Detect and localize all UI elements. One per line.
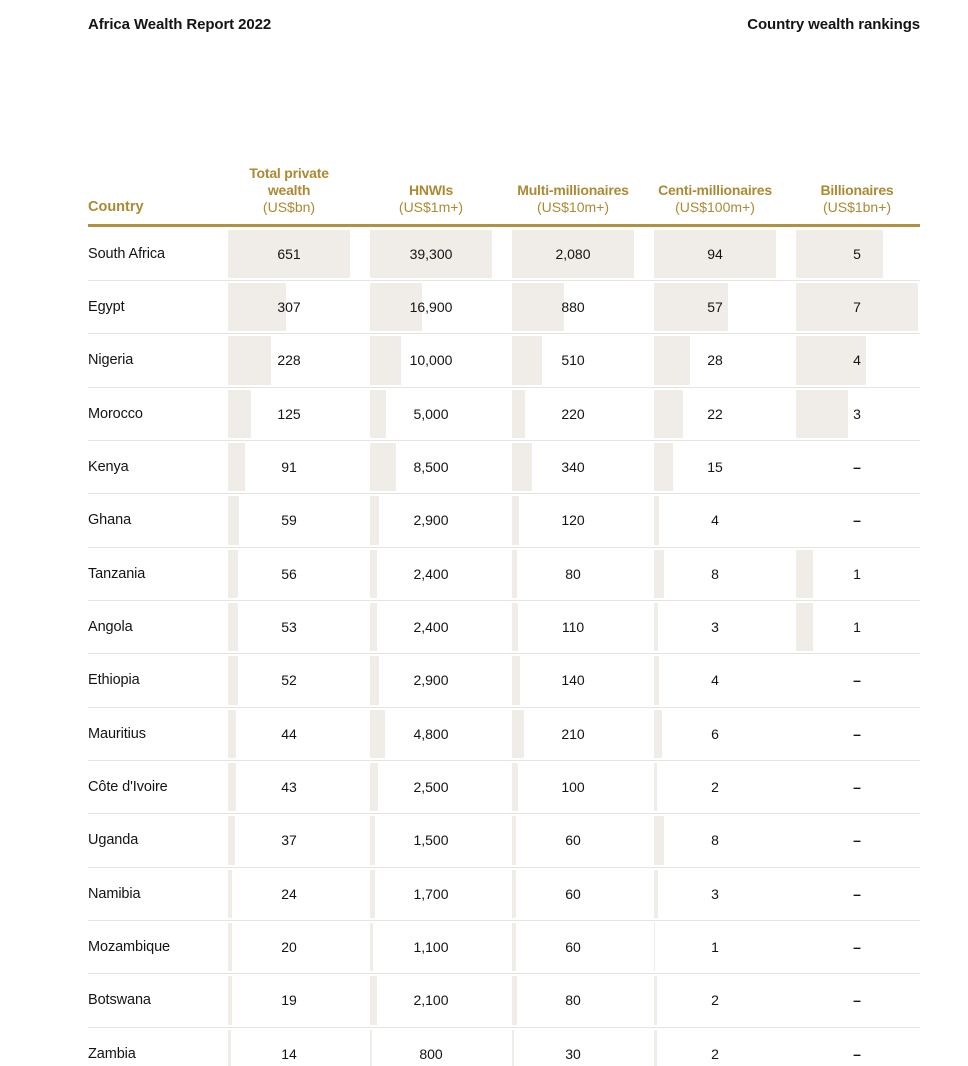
value-text: 120 [561, 512, 585, 529]
value-cell [512, 974, 634, 1026]
value-text: 30 [565, 1045, 581, 1062]
value-cell [796, 761, 918, 813]
value-text: 7 [853, 299, 861, 316]
value-text: 2 [711, 1045, 719, 1062]
value-cell [654, 921, 776, 973]
value-text: 44 [281, 725, 297, 742]
value-cell [796, 441, 918, 493]
value-cell [228, 388, 350, 440]
value-text: 60 [565, 939, 581, 956]
value-text: – [853, 459, 861, 476]
value-cell [796, 388, 918, 440]
value-cell [370, 654, 492, 706]
value-cell [370, 494, 492, 546]
country-cell: Ghana [88, 512, 132, 529]
value-cell [228, 548, 350, 600]
value-cell [370, 548, 492, 600]
value-text: 1 [853, 619, 861, 636]
value-text: 8,500 [413, 459, 449, 476]
value-text: 91 [281, 459, 297, 476]
value-text: 59 [281, 512, 297, 529]
country-cell: Ethiopia [88, 672, 140, 689]
value-text: 2 [711, 992, 719, 1009]
column-header-unit: (US$10m+) [537, 199, 609, 215]
value-cell [370, 334, 492, 386]
value-cell [228, 974, 350, 1026]
value-text: – [853, 1045, 861, 1062]
value-cell [796, 1028, 918, 1066]
value-text: 39,300 [409, 245, 453, 262]
value-cell [228, 228, 350, 280]
table-row [88, 388, 920, 441]
value-cell [512, 708, 634, 760]
value-cell [654, 281, 776, 333]
page-section-title: Country wealth rankings [747, 16, 920, 33]
table-row [88, 761, 920, 814]
value-cell [228, 494, 350, 546]
header-rule [88, 224, 920, 227]
value-cell [512, 761, 634, 813]
value-text: 2,400 [413, 565, 449, 582]
value-text: 37 [281, 832, 297, 849]
value-text: 28 [707, 352, 723, 369]
value-text: 4 [711, 672, 719, 689]
value-text: – [853, 832, 861, 849]
table-row [88, 494, 920, 547]
value-cell [512, 814, 634, 866]
value-cell [370, 281, 492, 333]
value-cell [796, 228, 918, 280]
column-header-multi-millionaires [512, 182, 634, 216]
value-cell [654, 974, 776, 1026]
country-cell: Namibia [88, 885, 141, 902]
value-text: – [853, 992, 861, 1009]
table-row [88, 654, 920, 707]
value-text: 8 [711, 565, 719, 582]
value-cell [654, 601, 776, 653]
value-text: 19 [281, 992, 297, 1009]
column-header-label: Multi-millionaires [517, 182, 629, 198]
value-text: 307 [277, 299, 301, 316]
value-cell [512, 601, 634, 653]
value-text: 110 [561, 619, 585, 636]
value-text: 1,700 [413, 885, 449, 902]
value-text: 3 [711, 619, 719, 636]
value-text: – [853, 779, 861, 796]
value-text: 228 [277, 352, 301, 369]
value-text: – [853, 512, 861, 529]
value-cell [654, 388, 776, 440]
column-header-billionaires [796, 182, 918, 216]
value-cell [370, 388, 492, 440]
value-text: 2,900 [413, 512, 449, 529]
value-text: 60 [565, 885, 581, 902]
table-row [88, 228, 920, 281]
value-text: 100 [561, 779, 585, 796]
value-text: 15 [707, 459, 723, 476]
value-text: 4 [711, 512, 719, 529]
value-cell [370, 228, 492, 280]
country-cell: South Africa [88, 245, 165, 262]
value-cell [512, 228, 634, 280]
value-text: 1 [711, 939, 719, 956]
table-row [88, 334, 920, 387]
value-cell [512, 281, 634, 333]
value-text: 80 [565, 992, 581, 1009]
value-text: 20 [281, 939, 297, 956]
value-text: 800 [419, 1045, 443, 1062]
value-cell [654, 814, 776, 866]
value-cell [796, 548, 918, 600]
value-text: 5 [853, 245, 861, 262]
value-text: 1 [853, 565, 861, 582]
value-cell [796, 974, 918, 1026]
value-text: 220 [561, 405, 585, 422]
value-cell [512, 388, 634, 440]
value-cell [654, 548, 776, 600]
value-text: 4 [853, 352, 861, 369]
value-text: 2,080 [555, 245, 591, 262]
column-header-country: Country [88, 199, 144, 215]
value-cell [796, 921, 918, 973]
country-cell: Nigeria [88, 352, 134, 369]
value-cell [512, 548, 634, 600]
country-cell: Angola [88, 619, 133, 636]
value-cell [228, 921, 350, 973]
value-cell [796, 708, 918, 760]
table-header-row [88, 0, 920, 216]
table-row [88, 921, 920, 974]
value-cell [370, 1028, 492, 1066]
value-text: – [853, 725, 861, 742]
value-text: 1,100 [413, 939, 449, 956]
value-cell [796, 868, 918, 920]
country-cell: Tanzania [88, 565, 146, 582]
value-text: 43 [281, 779, 297, 796]
value-text: 1,500 [413, 832, 449, 849]
value-text: 651 [277, 245, 301, 262]
column-header-hnwis [370, 182, 492, 216]
column-header-label: Total private wealth [249, 165, 329, 198]
country-cell: Botswana [88, 992, 151, 1009]
value-cell [228, 708, 350, 760]
country-cell: Côte d'Ivoire [88, 779, 168, 796]
value-cell [370, 601, 492, 653]
table-row [88, 868, 920, 921]
value-text: 125 [277, 405, 301, 422]
value-cell [228, 281, 350, 333]
table-row [88, 548, 920, 601]
value-cell [654, 494, 776, 546]
country-cell: Kenya [88, 459, 129, 476]
value-text: 53 [281, 619, 297, 636]
value-text: 60 [565, 832, 581, 849]
value-text: 22 [707, 405, 723, 422]
table-row [88, 601, 920, 654]
value-cell [370, 921, 492, 973]
value-text: – [853, 885, 861, 902]
table-body [88, 228, 920, 1066]
value-cell [370, 974, 492, 1026]
value-cell [654, 1028, 776, 1066]
table-row [88, 974, 920, 1027]
table-row [88, 281, 920, 334]
value-text: 10,000 [409, 352, 453, 369]
value-text: 94 [707, 245, 723, 262]
value-cell [370, 708, 492, 760]
value-cell [228, 654, 350, 706]
value-cell [228, 601, 350, 653]
value-cell [512, 1028, 634, 1066]
country-cell: Egypt [88, 299, 125, 316]
value-cell [654, 228, 776, 280]
value-text: 2 [711, 779, 719, 796]
value-cell [796, 334, 918, 386]
value-cell [796, 281, 918, 333]
country-cell: Uganda [88, 832, 139, 849]
value-cell [370, 761, 492, 813]
value-cell [654, 654, 776, 706]
value-cell [796, 814, 918, 866]
value-text: 340 [561, 459, 585, 476]
value-cell [370, 814, 492, 866]
value-text: 4,800 [413, 725, 449, 742]
column-header-label: Billionaires [820, 182, 894, 198]
column-header-unit: (US$bn) [262, 199, 316, 215]
table-row [88, 441, 920, 494]
table-row [88, 814, 920, 867]
value-text: – [853, 939, 861, 956]
value-cell [228, 441, 350, 493]
value-cell [796, 654, 918, 706]
report-title: Africa Wealth Report 2022 [88, 16, 272, 33]
country-cell: Mauritius [88, 725, 146, 742]
value-cell [228, 868, 350, 920]
column-header-label: Centi-millionaires [658, 182, 772, 198]
value-text: 5,000 [413, 405, 449, 422]
value-text: 16,900 [409, 299, 453, 316]
value-cell [228, 814, 350, 866]
country-cell: Zambia [88, 1045, 136, 1062]
value-text: 2,100 [413, 992, 449, 1009]
value-cell [370, 868, 492, 920]
column-header-label: HNWIs [408, 182, 454, 198]
country-cell: Morocco [88, 405, 143, 422]
value-text: 56 [281, 565, 297, 582]
value-text: 57 [707, 299, 723, 316]
table-row [88, 708, 920, 761]
value-text: 2,400 [413, 619, 449, 636]
value-text: 510 [561, 352, 585, 369]
value-text: 210 [561, 725, 585, 742]
column-header-unit: (US$1m+) [398, 199, 464, 215]
value-cell [512, 441, 634, 493]
column-header-total-private-wealth [228, 165, 350, 216]
value-text: 8 [711, 832, 719, 849]
value-text: 2,900 [413, 672, 449, 689]
column-header-unit: (US$1bn+) [822, 199, 892, 215]
value-cell [228, 761, 350, 813]
value-text: – [853, 672, 861, 689]
value-cell [512, 494, 634, 546]
value-text: 140 [561, 672, 585, 689]
value-text: 6 [711, 725, 719, 742]
value-cell [796, 494, 918, 546]
table-row [88, 1028, 920, 1066]
value-cell [796, 601, 918, 653]
value-cell [512, 654, 634, 706]
value-text: 24 [281, 885, 297, 902]
value-cell [228, 334, 350, 386]
value-cell [370, 441, 492, 493]
value-cell [654, 708, 776, 760]
value-cell [512, 868, 634, 920]
value-cell [654, 334, 776, 386]
value-text: 2,500 [413, 779, 449, 796]
value-text: 3 [853, 405, 861, 422]
value-cell [654, 441, 776, 493]
value-text: 14 [281, 1045, 297, 1062]
value-cell [512, 921, 634, 973]
value-text: 52 [281, 672, 297, 689]
value-cell [654, 868, 776, 920]
column-header-unit: (US$100m+) [675, 199, 755, 215]
value-cell [654, 761, 776, 813]
value-cell [228, 1028, 350, 1066]
value-text: 880 [561, 299, 585, 316]
country-cell: Mozambique [88, 939, 171, 956]
value-text: 80 [565, 565, 581, 582]
value-cell [512, 334, 634, 386]
column-header-centi-millionaires [654, 182, 776, 216]
value-text: 3 [711, 885, 719, 902]
